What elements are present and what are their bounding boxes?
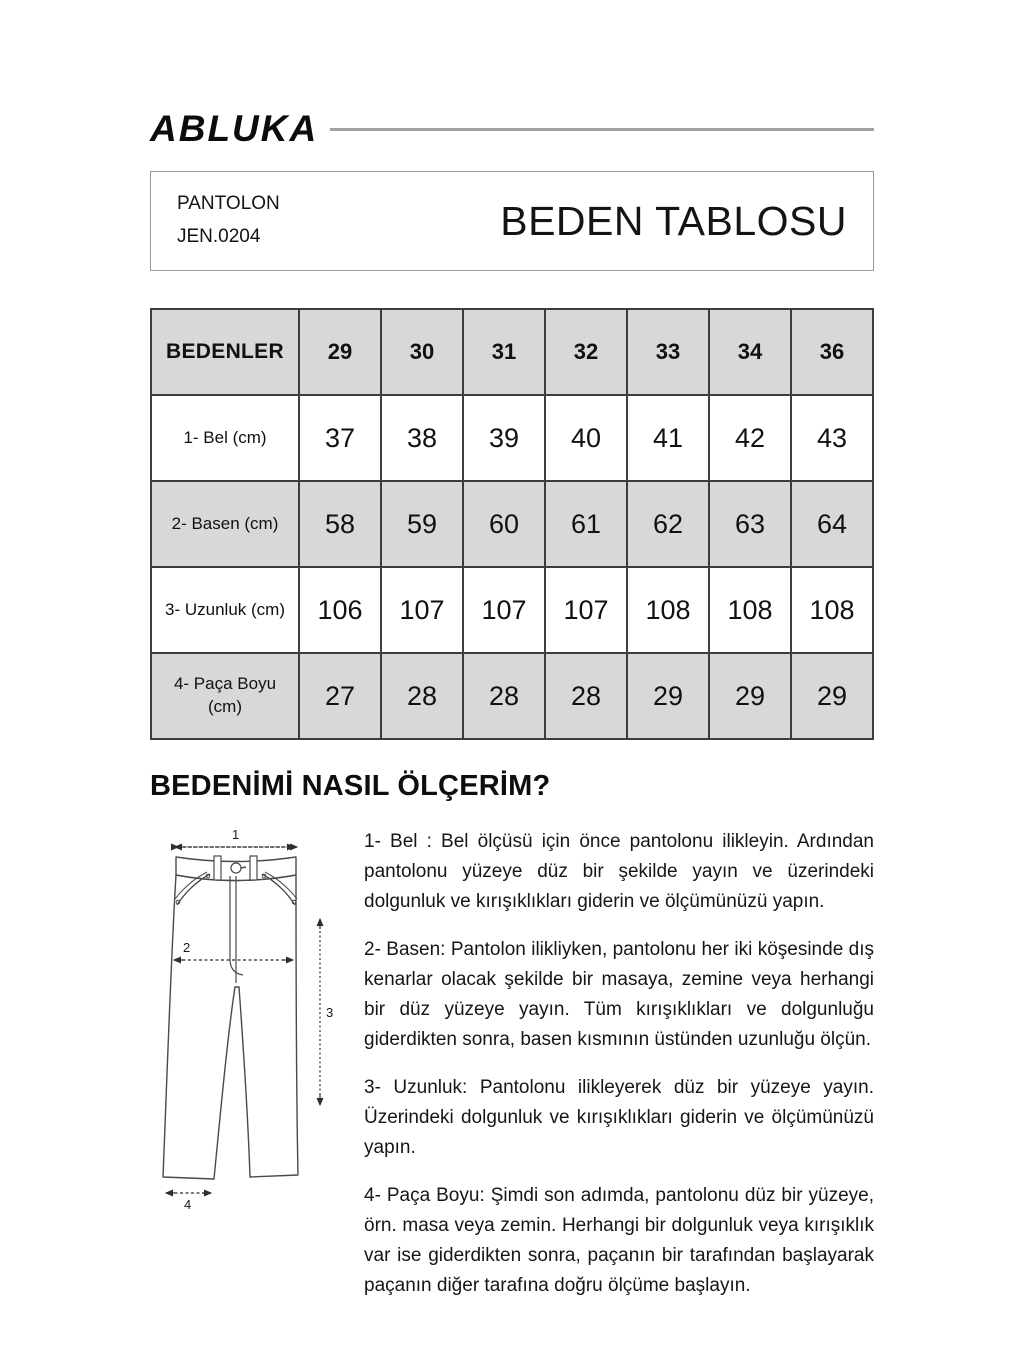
size-value-cell: 28 <box>381 653 463 739</box>
size-value-cell: 37 <box>299 395 381 481</box>
marker-4-label: 4 <box>184 1197 192 1212</box>
marker-3-label: 3 <box>326 1005 334 1020</box>
brand-logo: ABLUKA <box>150 108 319 149</box>
size-value-cell: 107 <box>545 567 627 653</box>
row-label-cell: 2- Basen (cm) <box>151 481 299 567</box>
size-value-cell: 40 <box>545 395 627 481</box>
instruction-paragraph-basen: 2- Basen: Pantolon ilikliyken, pantolonu her iki köşesinde dış kenarlar olacak şekilde bir masaya, zemine veya herhangi bir düz yüzeye yayın. Tüm kırışıklıkları ve dolgunluğu giderdikten sonra, basen kısmının üstünden uzunluğu ölçün. <box>364 939 874 1051</box>
product-type: PANTOLON <box>177 193 280 215</box>
section-heading: BEDENİMİ NASIL ÖLÇERİM? <box>150 770 551 802</box>
marker-1-label: 1 <box>232 827 240 842</box>
size-column-header: 36 <box>791 309 873 395</box>
size-value-cell: 64 <box>791 481 873 567</box>
row-label-cell: 1- Bel (cm) <box>151 395 299 481</box>
size-value-cell: 107 <box>381 567 463 653</box>
size-value-cell: 106 <box>299 567 381 653</box>
size-value-cell: 59 <box>381 481 463 567</box>
size-column-header: 33 <box>627 309 709 395</box>
size-column-header: 34 <box>709 309 791 395</box>
instruction-text <box>364 827 874 1319</box>
size-value-cell: 60 <box>463 481 545 567</box>
size-value-cell: 107 <box>463 567 545 653</box>
size-value-cell: 38 <box>381 395 463 481</box>
size-value-cell: 63 <box>709 481 791 567</box>
size-value-cell: 62 <box>627 481 709 567</box>
size-value-cell: 29 <box>791 653 873 739</box>
size-column-header: 31 <box>463 309 545 395</box>
row-label-cell: 3- Uzunluk (cm) <box>151 567 299 653</box>
pants-diagram <box>150 827 360 1319</box>
size-column-header: 30 <box>381 309 463 395</box>
size-value-cell: 43 <box>791 395 873 481</box>
marker-2-label: 2 <box>183 940 191 955</box>
instruction-paragraph-bel: 1- Bel : Bel ölçüsü için önce pantolonu ilikleyin. Ardından pantolonu yüzeye düz bir şekilde yayın ve üzerindeki dolgunluk ve kırışıklıkları giderin ve ölçümünüzü yapın. <box>364 831 874 913</box>
table-header-row <box>151 309 873 395</box>
size-chart-page <box>150 0 874 1319</box>
size-value-cell: 39 <box>463 395 545 481</box>
instruction-paragraph-paca-boyu: 4- Paça Boyu: Şimdi son adımda, pantolonu düz bir yüzeye, örn. masa veya zemin. Herhangi bir dolgunluk veya kırışıklık var ise giderdikten sonra, paçanın bir tarafından başlayarak paçanın diğer tarafına doğru ölçüme başlayın. <box>364 1185 874 1297</box>
size-column-header: 29 <box>299 309 381 395</box>
size-value-cell: 28 <box>463 653 545 739</box>
product-code: JEN.0204 <box>177 226 261 247</box>
size-value-cell: 29 <box>627 653 709 739</box>
product-meta <box>177 188 280 253</box>
header-divider-line <box>330 128 874 131</box>
size-value-cell: 28 <box>545 653 627 739</box>
row-label-cell: 4- Paça Boyu (cm) <box>151 653 299 739</box>
page-title: BEDEN TABLOSU <box>500 197 847 244</box>
table-row-uzunluk <box>151 567 873 653</box>
size-value-cell: 108 <box>627 567 709 653</box>
table-row-basen <box>151 481 873 567</box>
size-value-cell: 41 <box>627 395 709 481</box>
title-box <box>150 171 874 271</box>
table-row-bel <box>151 395 873 481</box>
column-header-bedenler: BEDENLER <box>151 309 299 395</box>
size-value-cell: 27 <box>299 653 381 739</box>
brand-header <box>150 110 874 147</box>
pants-line-drawing-icon <box>150 827 355 1219</box>
size-table <box>150 308 874 740</box>
size-value-cell: 61 <box>545 481 627 567</box>
size-value-cell: 108 <box>709 567 791 653</box>
measure-section <box>150 827 874 1319</box>
instruction-paragraph-uzunluk: 3- Uzunluk: Pantolonu ilikleyerek düz bir yüzeye yayın. Üzerindeki dolgunluk ve kırışıklıkları giderin ve ölçümünüzü yapın. <box>364 1077 874 1159</box>
size-value-cell: 58 <box>299 481 381 567</box>
size-column-header: 32 <box>545 309 627 395</box>
size-value-cell: 29 <box>709 653 791 739</box>
size-value-cell: 42 <box>709 395 791 481</box>
table-row-paca-boyu <box>151 653 873 739</box>
size-value-cell: 108 <box>791 567 873 653</box>
